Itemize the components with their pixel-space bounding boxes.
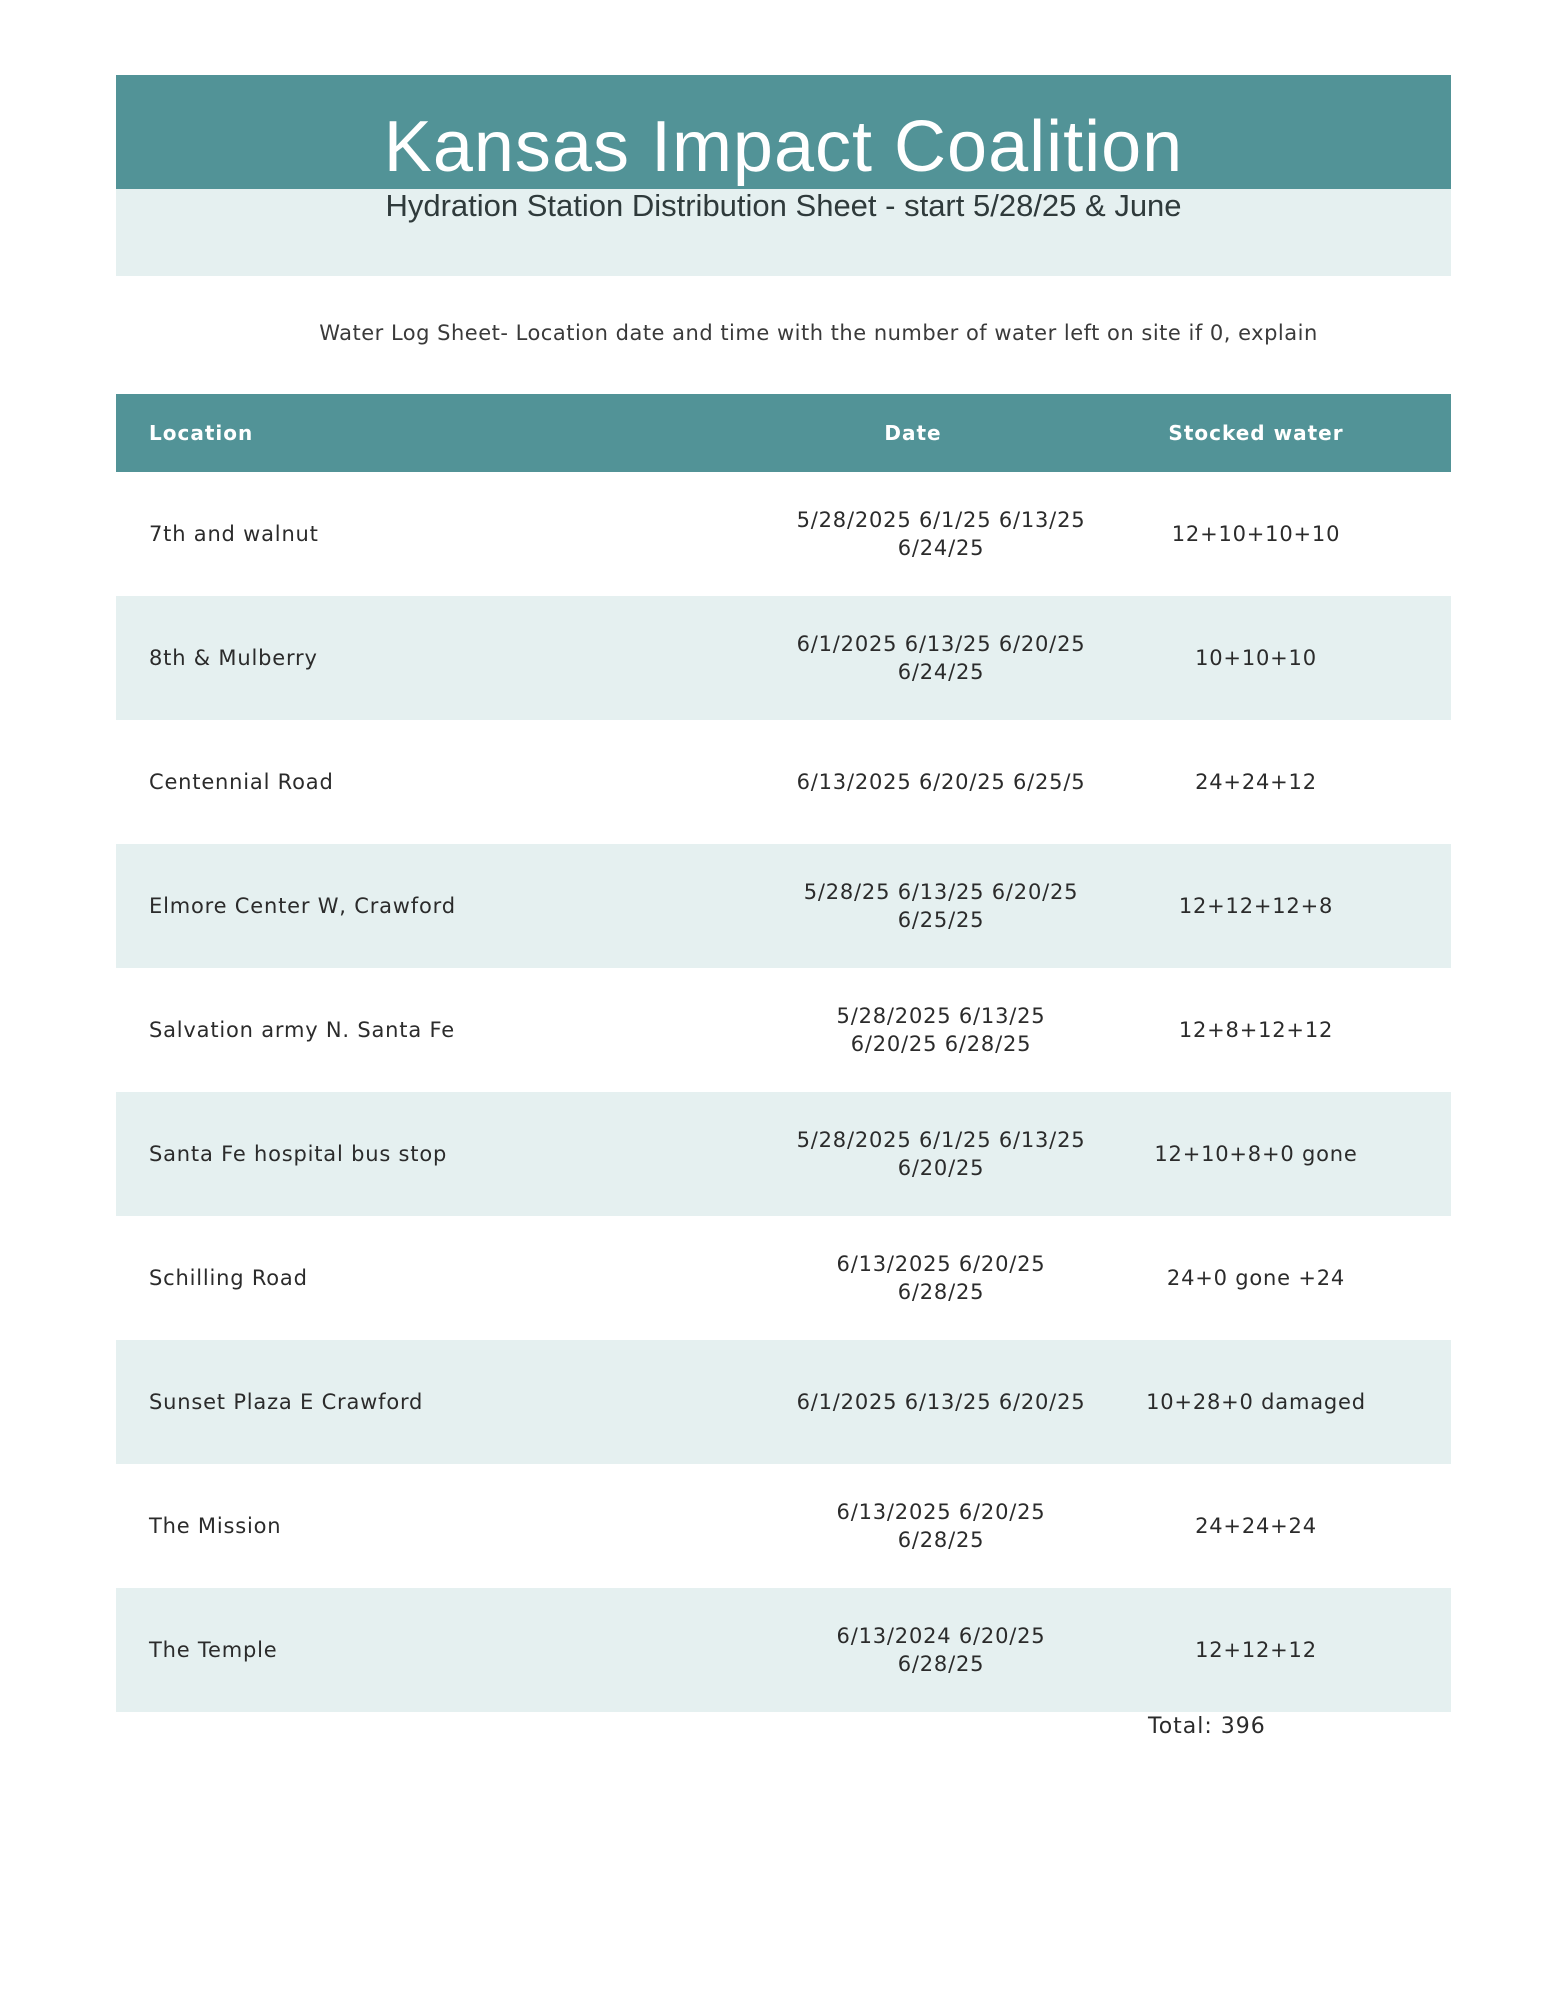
page-subtitle: Hydration Station Distribution Sheet - start 5/28/25 & June [385,188,1182,223]
date-cell [766,1588,1116,1712]
location-cell: 7th and walnut [149,522,319,546]
table-row [116,968,1451,1092]
date-text: 5/28/2025 6/13/25 6/20/25 6/28/25 [836,1004,1046,1056]
date-text: 6/13/2025 6/20/25 6/28/25 [836,1252,1046,1304]
column-header-date: Date [884,421,942,445]
table-row [116,1216,1451,1340]
date-cell [766,1092,1116,1216]
location-cell: 8th & Mulberry [149,646,318,670]
table-row [116,844,1451,968]
table-row [116,1464,1451,1588]
page-title: Kansas Impact Coalition [383,107,1184,187]
water-log-table [116,394,1451,1712]
table-row [116,1092,1451,1216]
date-cell [766,1464,1116,1588]
date-text: 5/28/2025 6/1/25 6/13/25 6/24/25 [796,508,1086,560]
location-cell: Schilling Road [149,1266,308,1290]
date-text: 6/13/2025 6/20/25 6/25/5 [796,770,1086,794]
location-cell: Salvation army N. Santa Fe [149,1018,455,1042]
table-row [116,1588,1451,1712]
stocked-water-cell: 12+10+10+10 [1171,522,1341,546]
stocked-water-cell: 12+12+12+8 [1178,894,1334,918]
date-text: 6/13/2024 6/20/25 6/28/25 [836,1624,1046,1676]
instructions-text: Water Log Sheet- Location date and time with the number of water left on site if 0, explain [319,321,1318,345]
stocked-water-cell: 10+10+10 [1195,646,1317,670]
date-text: 6/1/2025 6/13/25 6/20/25 6/24/25 [796,632,1086,684]
total-label: Total: 396 [1148,1714,1266,1739]
date-cell [766,1216,1116,1340]
stocked-water-cell: 24+0 gone +24 [1166,1266,1346,1290]
stocked-water-cell: 12+12+12 [1195,1638,1317,1662]
stocked-water-cell: 12+8+12+12 [1178,1018,1334,1042]
location-cell: Santa Fe hospital bus stop [149,1142,448,1166]
table-row [116,596,1451,720]
date-cell [766,968,1116,1092]
date-cell [766,720,1116,844]
column-header-stocked-water: Stocked water [1168,421,1344,445]
date-cell [766,472,1116,596]
stocked-water-cell: 24+24+12 [1195,770,1317,794]
column-header-location: Location [149,421,254,445]
date-text: 6/13/2025 6/20/25 6/28/25 [836,1500,1046,1552]
location-cell: The Temple [149,1638,278,1662]
table-row [116,1340,1451,1464]
stocked-water-cell: 24+24+24 [1195,1514,1317,1538]
stocked-water-cell: 12+10+8+0 gone [1154,1142,1358,1166]
date-cell [766,596,1116,720]
date-cell [766,1340,1116,1464]
stocked-water-cell: 10+28+0 damaged [1146,1390,1366,1414]
location-cell: Elmore Center W, Crawford [149,894,456,918]
date-text: 6/1/2025 6/13/25 6/20/25 [796,1390,1086,1414]
table-header [116,394,1451,472]
table-row [116,472,1451,596]
date-text: 5/28/25 6/13/25 6/20/25 6/25/25 [803,880,1079,932]
location-cell: Centennial Road [149,770,334,794]
date-cell [766,844,1116,968]
table-row [116,720,1451,844]
location-cell: The Mission [149,1514,282,1538]
location-cell: Sunset Plaza E Crawford [149,1390,424,1414]
date-text: 5/28/2025 6/1/25 6/13/25 6/20/25 [796,1128,1086,1180]
